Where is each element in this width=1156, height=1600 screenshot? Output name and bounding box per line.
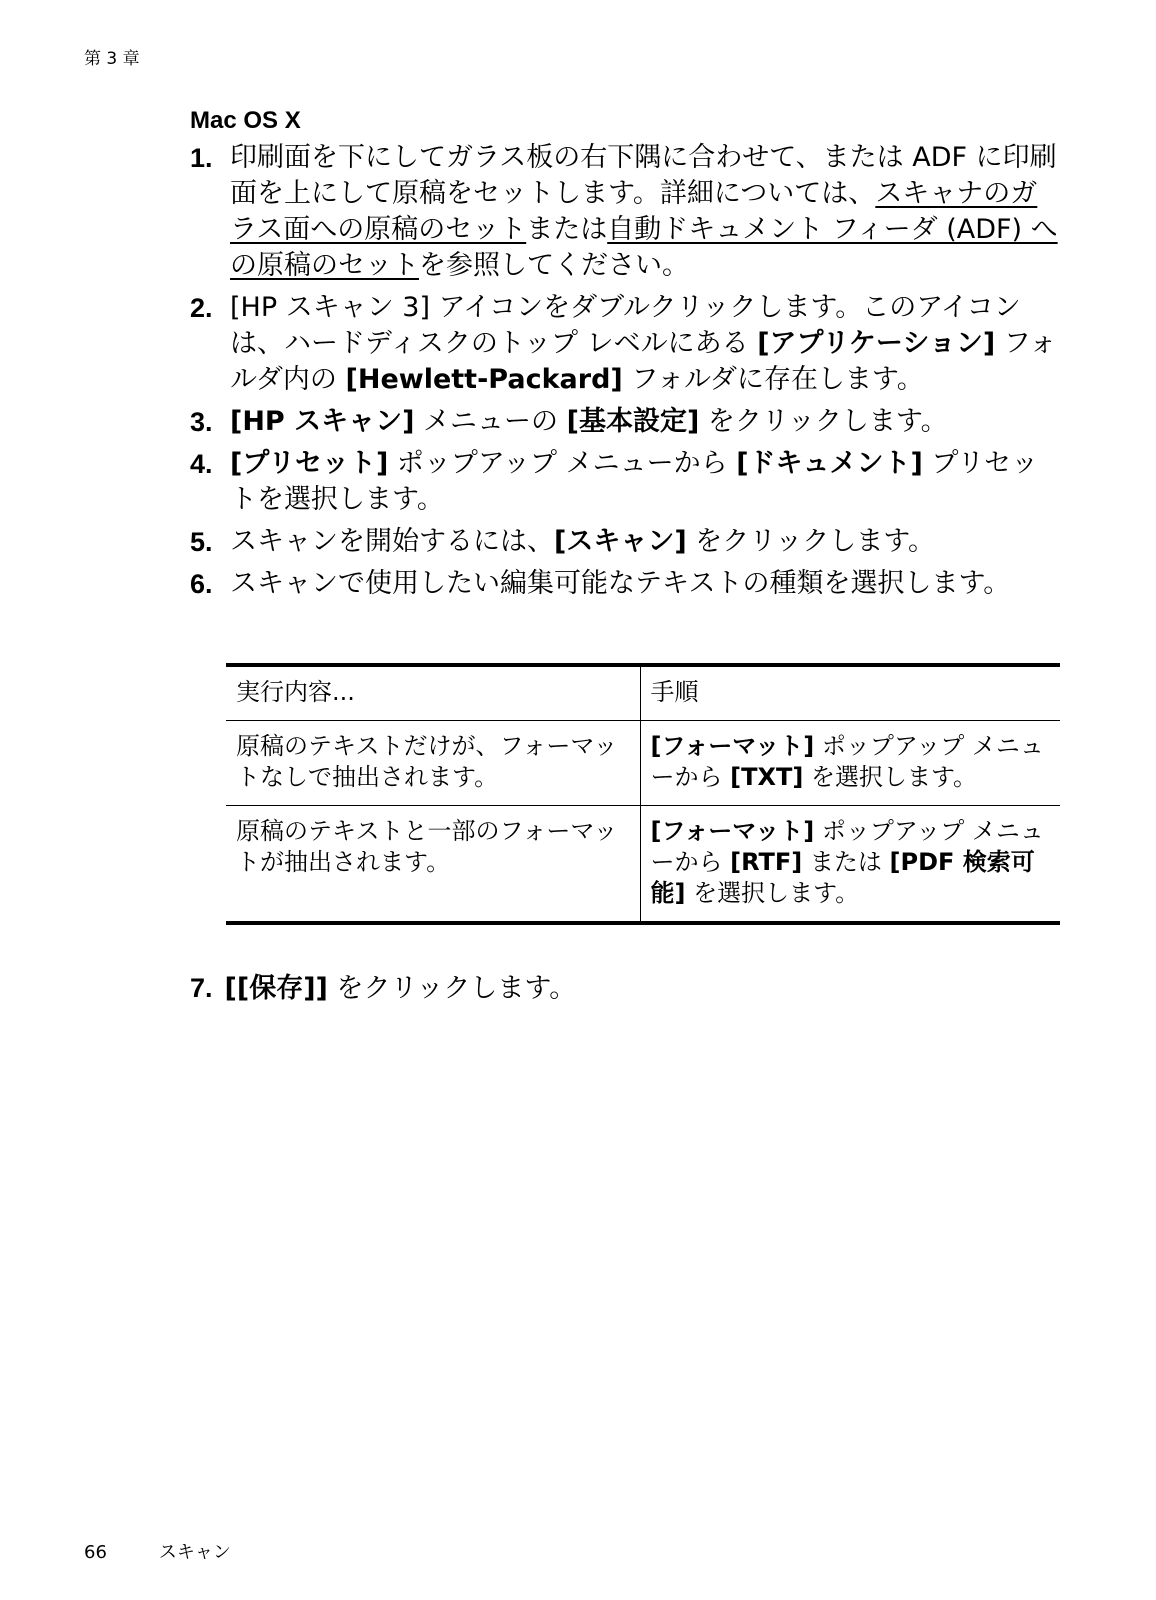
text-run: ポップアップ メニューから (650, 817, 1044, 876)
page-footer (84, 1538, 231, 1564)
ui-label: [フォーマット] (650, 732, 815, 760)
text-run: をクリックします。 (686, 526, 936, 557)
text-run: メニューの (414, 406, 567, 437)
chapter-header: 第 3 章 (84, 49, 140, 69)
step-6 (190, 566, 1060, 602)
ui-label: [基本設定] (566, 406, 700, 437)
step-number: 5. (190, 527, 213, 557)
ui-label: [HP スキャン] (230, 406, 415, 437)
page-number: 66 (84, 1542, 107, 1563)
result-cell: 原稿のテキストと一部のフォーマットが抽出されます。 (236, 817, 618, 876)
text-run: フォルダ内の (230, 328, 1057, 395)
text-run: または (802, 848, 890, 876)
step-number: 3. (190, 407, 213, 437)
cross-reference-link[interactable]: 自動ドキュメント フィーダ (ADF) への原稿のセット (230, 214, 1058, 281)
step-5 (190, 524, 1060, 560)
result-cell: 原稿のテキストだけが、フォーマットなしで抽出されます。 (236, 732, 618, 791)
table-header-cell: 実行内容... (236, 678, 355, 706)
step-2 (190, 290, 1060, 398)
text-run: を参照してください。 (419, 250, 689, 281)
text-run: ポップアップ メニューから (650, 732, 1044, 791)
step-number: 7. (190, 973, 213, 1003)
text-run: ポップアップ メニューから (388, 448, 737, 479)
ui-label: [RTF] (730, 848, 803, 876)
text-run: プリセットを選択します。 (230, 448, 1039, 515)
ui-label: [スキャン] (554, 526, 687, 557)
ui-label: [PDF 検索可能] (650, 848, 1035, 907)
step-number: 1. (190, 143, 213, 173)
text-run: をクリックします。 (699, 406, 948, 437)
table-row (226, 721, 1060, 806)
section-title: Mac OS X (190, 107, 301, 134)
save-label: [[保存]] (224, 973, 328, 1004)
procedure-cell (640, 806, 1060, 924)
step-4 (190, 446, 1060, 518)
options-table (226, 663, 1060, 925)
steps-list (190, 140, 1060, 608)
footer-section: スキャン (158, 1542, 231, 1563)
text-run: を選択します。 (803, 763, 978, 791)
table-row (226, 806, 1060, 924)
text-run: 印刷面を下にしてガラス板の右下隅に合わせて、または ADF に印刷面を上にして原稿をセットします。詳細については、 (230, 142, 1057, 209)
table-header-row (226, 665, 1060, 721)
step-number: 4. (190, 449, 213, 479)
step-7 (190, 970, 576, 1007)
step-number: 6. (190, 569, 213, 599)
procedure-cell (640, 721, 1060, 806)
ui-label: [Hewlett-Packard] (345, 364, 623, 395)
ui-label: [プリセット] (230, 448, 389, 479)
step-text: をクリックします。 (327, 973, 577, 1004)
text-run: スキャンで使用したい編集可能なテキストの種類を選択します。 (230, 568, 1011, 599)
text-run: [HP スキャン 3] アイコンをダブルクリックします。このアイコンは、ハードディスクのトップ レベルにある (230, 292, 1021, 359)
ui-label: [TXT] (730, 763, 804, 791)
step-number: 2. (190, 293, 213, 323)
ui-label: [アプリケーション] (757, 328, 996, 359)
text-run: を選択します。 (685, 879, 860, 907)
table-header-cell: 手順 (640, 665, 1060, 721)
text-run: フォルダに存在します。 (622, 364, 924, 395)
text-run: または (526, 214, 608, 245)
text-run: スキャンを開始するには、 (230, 526, 554, 557)
ui-label: [ドキュメント] (736, 448, 923, 479)
step-3 (190, 404, 1060, 440)
cross-reference-link[interactable]: スキャナのガラス面への原稿のセット (230, 178, 1038, 245)
ui-label: [フォーマット] (650, 817, 815, 845)
step-1 (190, 140, 1060, 284)
